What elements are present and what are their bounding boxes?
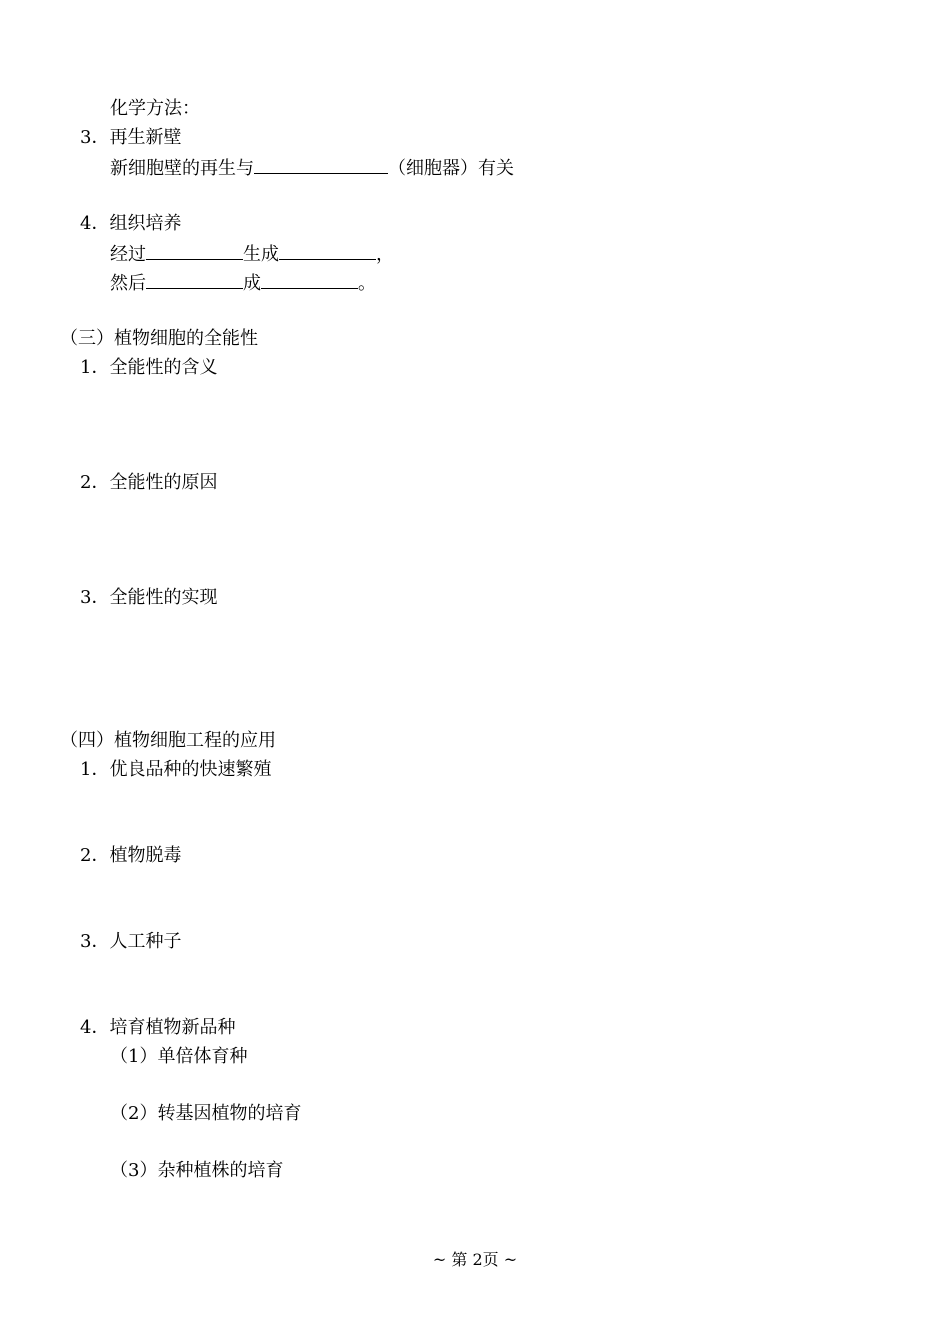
- item-title: 全能性的实现: [109, 587, 218, 608]
- item-title: 再生新壁: [109, 127, 182, 148]
- item-title: 优良品种的快速繁殖: [109, 759, 272, 780]
- item-title: 培育植物新品种: [109, 1017, 236, 1038]
- sentence-text: 经过: [110, 244, 146, 265]
- item-title: 植物脱毒: [109, 845, 182, 866]
- fill-blank[interactable]: [254, 155, 388, 174]
- item-title: 人工种子: [109, 931, 182, 952]
- fill-blank[interactable]: [261, 270, 358, 289]
- sentence-text: 生成: [243, 244, 279, 265]
- item-3-regenerate-wall: [80, 126, 181, 150]
- subitem-hybrid-plants: （3）杂种植株的培育: [110, 1160, 284, 1181]
- sentence-text: 然后: [110, 273, 146, 294]
- item-title: 组织培养: [109, 213, 182, 234]
- item-number: 4．: [80, 213, 110, 234]
- item-title: 全能性的含义: [109, 357, 218, 378]
- sentence-text: 新细胞壁的再生与: [110, 158, 254, 179]
- item-4-tissue-culture: [80, 212, 181, 236]
- subitem-haploid-breeding: （1）单倍体育种: [110, 1046, 248, 1067]
- section-3-heading: （三）植物细胞的全能性: [60, 328, 258, 349]
- fill-blank[interactable]: [146, 241, 243, 260]
- tissue-culture-line-1: [110, 241, 394, 267]
- section-4-heading: （四）植物细胞工程的应用: [60, 730, 276, 751]
- section-3-item-3: [80, 586, 217, 610]
- sentence-text: （细胞器）有关: [388, 158, 514, 179]
- tissue-culture-line-2: [110, 270, 376, 296]
- item-number: 1．: [80, 357, 110, 378]
- section-4-item-4: [80, 1016, 235, 1040]
- section-4-item-2: [80, 844, 181, 868]
- item-number: 4．: [80, 1017, 110, 1038]
- subitem-transgenic-plants: （2）转基因植物的培育: [110, 1103, 302, 1124]
- sentence-text: 。: [358, 273, 376, 294]
- item-number: 2．: [80, 472, 110, 493]
- page-number: ~ 第 2页 ~: [432, 1250, 518, 1269]
- item-number: 3．: [80, 587, 110, 608]
- item-number: 3．: [80, 127, 110, 148]
- item-number: 2．: [80, 845, 110, 866]
- section-3-item-1: [80, 356, 217, 380]
- chem-method-label: 化学方法：: [110, 98, 200, 119]
- item-title: 全能性的原因: [109, 472, 218, 493]
- item-number: 3．: [80, 931, 110, 952]
- section-4-item-3: [80, 930, 181, 954]
- sentence-text: 成: [243, 273, 261, 294]
- item-number: 1．: [80, 759, 110, 780]
- section-3-item-2: [80, 471, 217, 495]
- wall-regeneration-sentence: [110, 155, 514, 181]
- section-4-item-1: [80, 758, 271, 782]
- fill-blank[interactable]: [146, 270, 243, 289]
- sentence-text: ，: [376, 244, 394, 265]
- fill-blank[interactable]: [279, 241, 376, 260]
